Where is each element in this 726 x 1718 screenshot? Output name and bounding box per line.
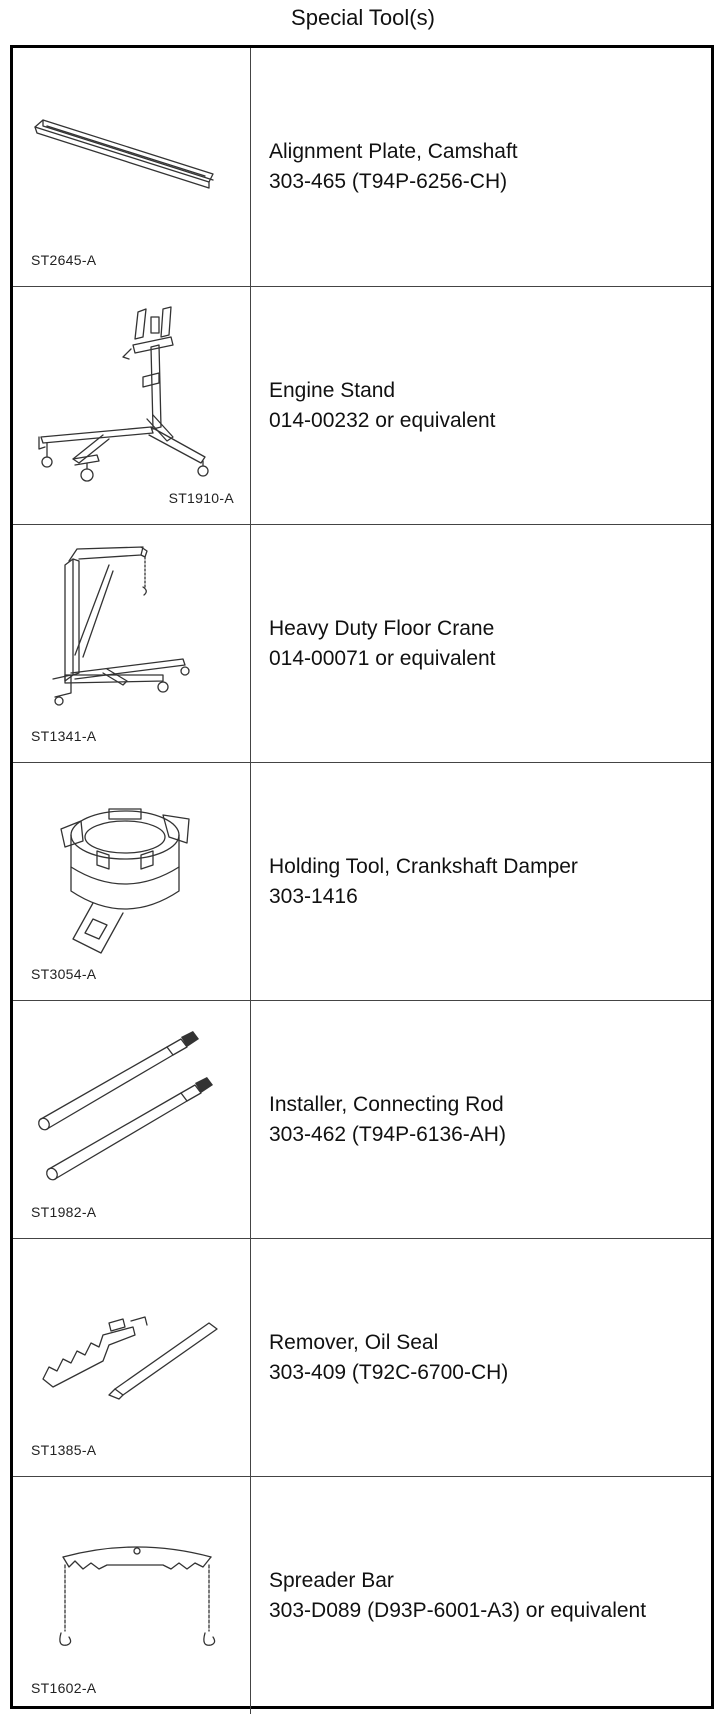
tool-name: Spreader Bar	[269, 1568, 394, 1592]
tool-row-damper-holding-tool	[13, 762, 711, 1000]
tool-description	[269, 525, 709, 762]
tool-part-number: 014-00232 or equivalent	[269, 408, 496, 432]
tool-image-cell	[13, 287, 251, 524]
tool-code: ST1602-A	[31, 1680, 97, 1696]
tool-image-cell	[13, 525, 251, 762]
tool-image-cell	[13, 1239, 251, 1476]
tool-name: Installer, Connecting Rod	[269, 1092, 504, 1116]
tool-image-cell	[13, 1001, 251, 1238]
tool-name: Remover, Oil Seal	[269, 1330, 439, 1354]
tool-part-number: 303-462 (T94P-6136-AH)	[269, 1122, 506, 1146]
alignment-plate-icon	[13, 48, 251, 286]
tool-row-spreader-bar	[13, 1476, 711, 1714]
tool-row-engine-stand	[13, 286, 711, 524]
tool-description	[269, 1001, 709, 1238]
tool-image-cell	[13, 763, 251, 1000]
tool-row-floor-crane	[13, 524, 711, 762]
tool-code: ST1910-A	[168, 490, 234, 506]
tool-image-cell	[13, 48, 251, 286]
tool-code: ST3054-A	[31, 966, 97, 982]
tool-part-number: 303-409 (T92C-6700-CH)	[269, 1360, 509, 1384]
tool-name: Alignment Plate, Camshaft	[269, 140, 518, 163]
tool-code: ST1341-A	[31, 728, 97, 744]
tool-part-number: 014-00071 or equivalent	[269, 646, 496, 670]
tool-part-number: 303-1416	[269, 884, 358, 908]
tool-row-oil-seal-remover	[13, 1238, 711, 1476]
tool-description	[269, 1477, 709, 1714]
tool-code: ST2645-A	[31, 252, 97, 268]
special-tools-table	[10, 45, 714, 1709]
page-title: Special Tool(s)	[291, 5, 435, 30]
tool-description	[269, 287, 709, 524]
tool-name: Holding Tool, Crankshaft Damper	[269, 854, 578, 878]
tool-row-connecting-rod-installer	[13, 1000, 711, 1238]
tool-row-alignment-plate	[13, 48, 711, 286]
tool-name: Engine Stand	[269, 378, 396, 402]
tool-description	[269, 48, 709, 286]
tool-part-number: 303-D089 (D93P-6001-A3) or equivalent	[269, 1598, 647, 1622]
tool-description	[269, 763, 709, 1000]
tool-part-number: 303-465 (T94P-6256-CH)	[269, 170, 508, 193]
tool-description	[269, 1239, 709, 1476]
tool-code: ST1385-A	[31, 1442, 97, 1458]
tool-name: Heavy Duty Floor Crane	[269, 616, 495, 640]
tool-code: ST1982-A	[31, 1204, 97, 1220]
tool-image-cell	[13, 1477, 251, 1714]
